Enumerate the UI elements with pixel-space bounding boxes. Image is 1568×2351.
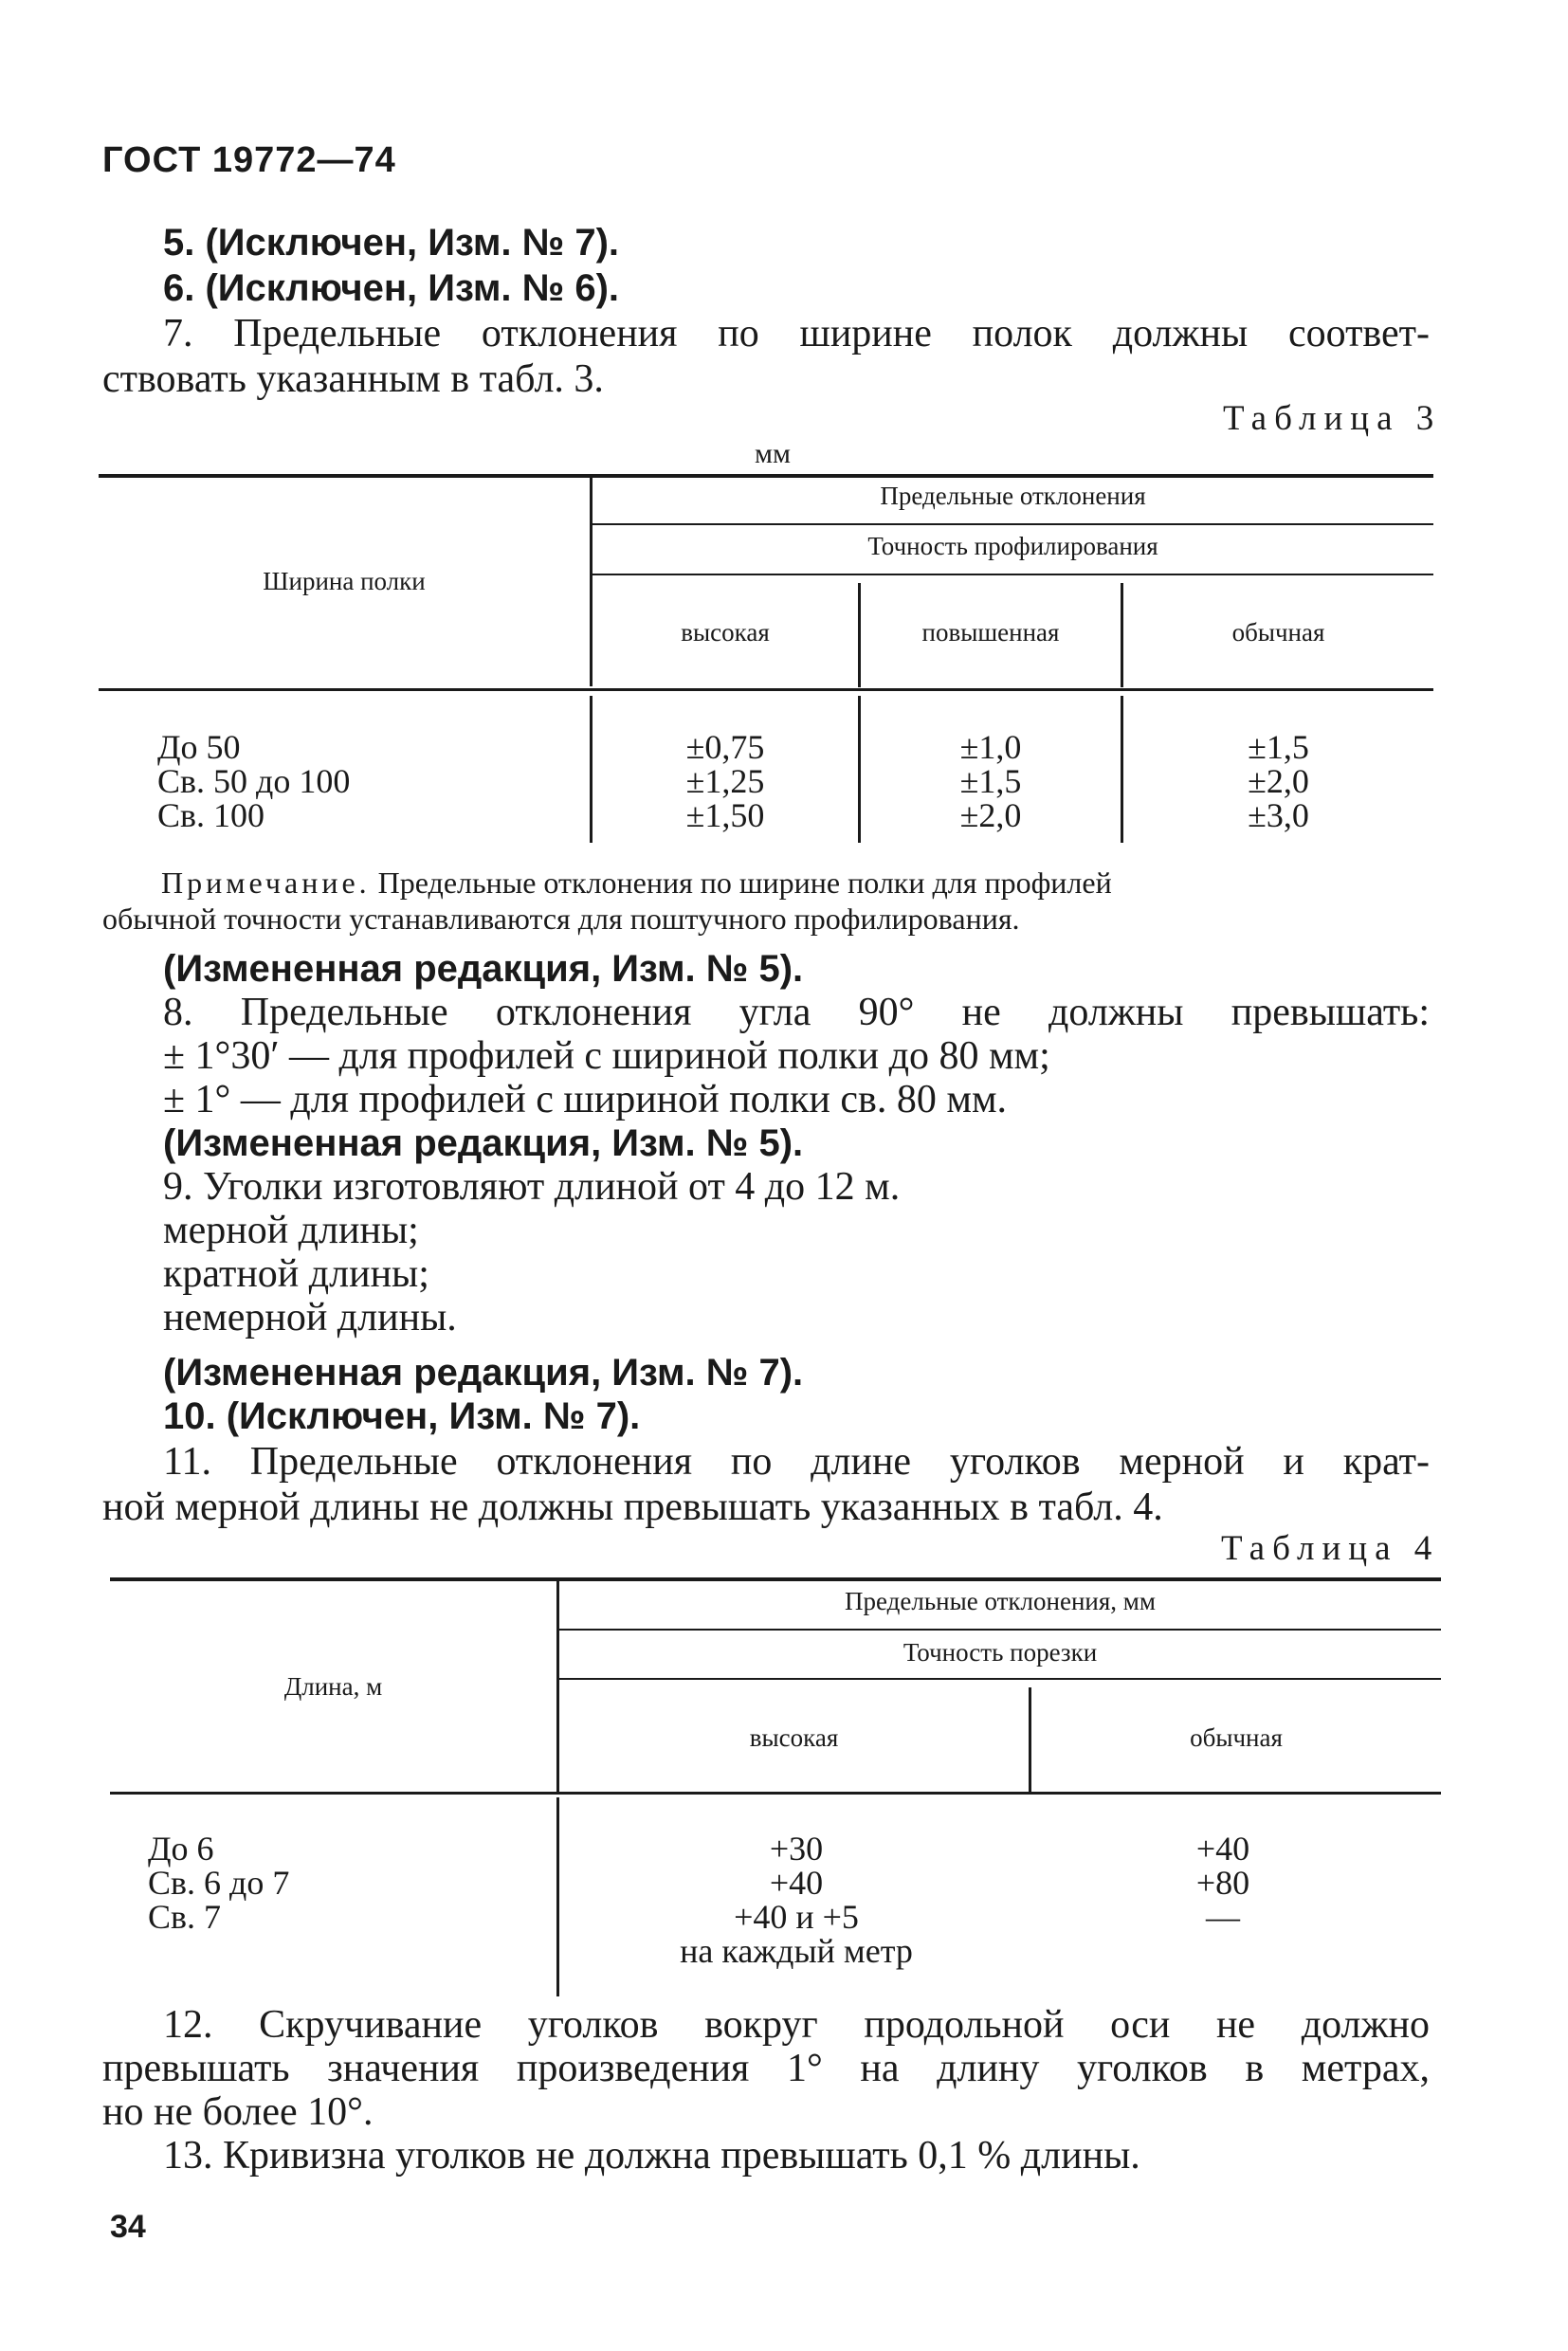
table4-subcol-normal: обычная [1190, 1723, 1283, 1752]
item-12-line1: 12. Скручивание уголков вокруг продольной оси не должно [163, 2003, 1430, 2047]
table-cell: ±1,50 [685, 796, 765, 834]
table3-caption: Таблица 3 [1223, 399, 1442, 438]
table-cell: Св. 6 до 7 [148, 1864, 290, 1902]
table3-subcol-increased: повышенная [921, 618, 1060, 647]
table3-header-rule [99, 688, 1433, 691]
table4-col-normal [1062, 1832, 1384, 1934]
table-cell: +40 [1195, 1830, 1250, 1868]
table3-unit: мм [755, 438, 791, 469]
table-cell: +40 и +5 [734, 1898, 859, 1936]
table-cell: ±0,75 [685, 728, 765, 766]
item-10: 10. (Исключен, Изм. № 7). [163, 1395, 641, 1437]
item-7-line1: 7. Предельные отклонения по ширине полок должны соответ- [163, 312, 1430, 355]
table4-row-labels [148, 1832, 289, 1934]
document-header: ГОСТ 19772—74 [102, 140, 396, 180]
table3-note-line2: обычной точности устанавливаются для поштучного профилирования. [102, 902, 1020, 936]
amendment-5b: (Измененная редакция, Изм. № 5). [163, 1122, 804, 1164]
table3-col-header: Ширина полки [263, 567, 426, 595]
table-cell: на каждый метр [680, 1932, 913, 1970]
table-cell: До 6 [148, 1830, 214, 1868]
table-cell: Св. 7 [148, 1898, 222, 1936]
item-9-b: кратной длины; [163, 1252, 429, 1296]
table-cell: ±1,25 [685, 762, 765, 800]
table3-subcol-normal: обычная [1231, 618, 1325, 647]
table3-subcol-high: высокая [681, 618, 770, 647]
table3-top-rule [99, 474, 1433, 478]
item-5: 5. (Исключен, Изм. № 7). [163, 222, 620, 264]
item-9-a: мерной длины; [163, 1209, 419, 1252]
table-cell: +80 [1195, 1864, 1250, 1902]
item-11-line1: 11. Предельные отклонения по длине уголков мерной и крат- [163, 1440, 1430, 1484]
table4-col-header: Длина, м [283, 1672, 383, 1701]
note-label: Примечание. [161, 866, 371, 900]
page-number: 34 [110, 2209, 146, 2245]
table-cell: — [1206, 1898, 1240, 1936]
note-text: Предельные отклонения по ширине полки для профилей [370, 866, 1112, 900]
table4-top-rule [110, 1577, 1441, 1581]
item-12-line3: но не более 10°. [102, 2090, 374, 2134]
item-9: 9. Уголки изготовляют длиной от 4 до 12 м. [163, 1165, 901, 1209]
table4-subcol-high: высокая [749, 1723, 839, 1752]
table3-col-increased [861, 730, 1121, 832]
item-13: 13. Кривизна уголков не должна превышать 0,1 % длины. [163, 2134, 1140, 2178]
item-11-line2: ной мерной длины не должны превышать указанных в табл. 4. [102, 1485, 1163, 1529]
table-cell: Св. 100 [157, 796, 265, 834]
table-cell: До 50 [157, 728, 241, 766]
item-8-b: ± 1° — для профилей с шириной полки св. 80 мм. [163, 1078, 1008, 1121]
amendment-5a: (Измененная редакция, Изм. № 5). [163, 948, 804, 990]
table-cell: ±1,0 [959, 728, 1022, 766]
table4-subgroup-header: Точность порезки [903, 1638, 1098, 1667]
table-cell: ±2,0 [959, 796, 1022, 834]
table-cell: Св. 50 до 100 [157, 762, 351, 800]
table4-group-rule [559, 1629, 1441, 1631]
table4-header-rule [110, 1792, 1441, 1795]
item-6: 6. (Исключен, Изм. № 6). [163, 267, 620, 309]
table3-row-labels [157, 730, 350, 832]
table-cell: +30 [769, 1830, 824, 1868]
table4-caption: Таблица 4 [1221, 1529, 1440, 1568]
table-cell: ±3,0 [1248, 796, 1309, 834]
table3-group-rule [593, 523, 1433, 525]
item-7-line2: ствовать указанным в табл. 3. [102, 357, 604, 401]
table4-col-high [588, 1832, 1005, 1968]
amendment-7: (Измененная редакция, Изм. № 7). [163, 1352, 804, 1394]
table3-group-header: Предельные отклонения [880, 482, 1146, 510]
item-8-a: ± 1°30′ — для профилей с шириной полки до 80 мм; [163, 1034, 1050, 1078]
item-8: 8. Предельные отклонения угла 90° не должны превышать: [163, 991, 1430, 1034]
table3-note-line1 [161, 865, 1433, 901]
table-cell: +40 [769, 1864, 824, 1902]
table3-col-high [593, 730, 858, 832]
table4-subgroup-rule [559, 1678, 1441, 1680]
table-cell: ±2,0 [1248, 762, 1309, 800]
item-9-c: немерной длины. [163, 1296, 457, 1340]
item-12-line2: превышать значения произведения 1° на длину уголков в метрах, [102, 2047, 1430, 2090]
table4-group-header: Предельные отклонения, мм [845, 1587, 1156, 1615]
table3-col-normal [1123, 730, 1433, 832]
table4-divider [556, 1797, 559, 1996]
table3-subgroup-header: Точность профилирования [867, 532, 1158, 560]
table-cell: ±1,5 [1248, 728, 1309, 766]
table-cell: ±1,5 [959, 762, 1022, 800]
table3-subgroup-rule [593, 574, 1433, 575]
